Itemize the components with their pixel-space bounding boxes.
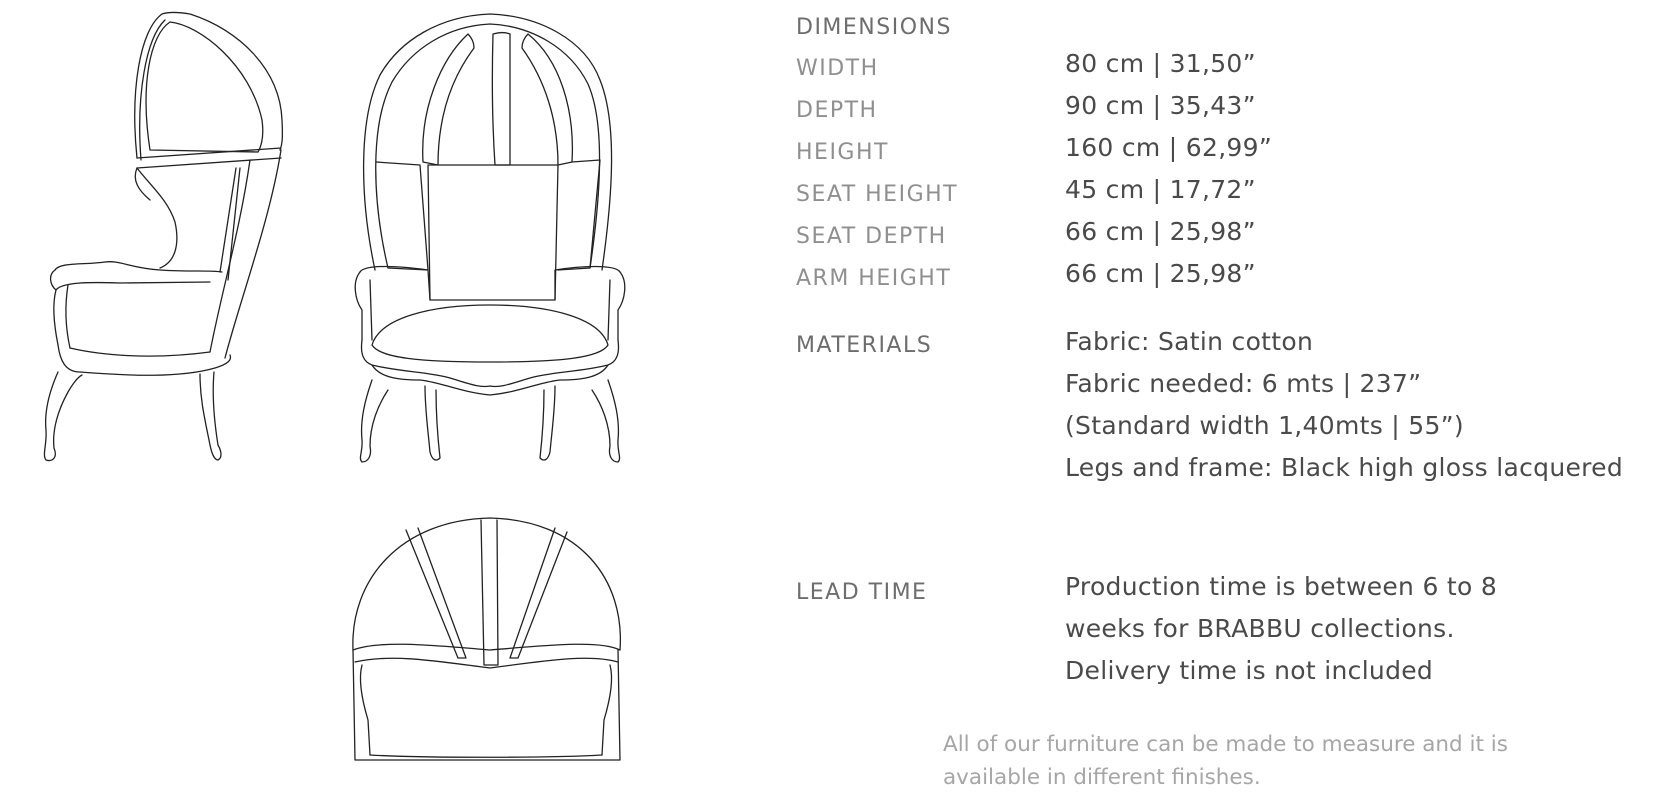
lead-time-line-3: Delivery time is not included (1065, 656, 1434, 685)
materials-label: MATERIALS (796, 333, 933, 358)
armchair-front-view-drawing (355, 14, 625, 462)
materials-line-fabric-needed: Fabric needed: 6 mts | 237” (1065, 369, 1422, 398)
materials-line-legs-frame: Legs and frame: Black high gloss lacquered (1065, 453, 1624, 482)
made-to-measure-note (943, 728, 1583, 794)
dimension-label-seat-depth: SEAT DEPTH (796, 224, 947, 249)
armchair-top-view-drawing (353, 518, 621, 760)
lead-time-label: LEAD TIME (796, 580, 928, 605)
lead-time-line-1: Production time is between 6 to 8 (1065, 572, 1498, 601)
dimensions-heading: DIMENSIONS (796, 15, 952, 40)
dimension-label-arm-height: ARM HEIGHT (796, 266, 952, 291)
footnote-line-2: available in different finishes. (943, 765, 1261, 790)
dimension-value-width: 80 cm | 31,50” (1065, 49, 1256, 78)
materials-line-standard-width: (Standard width 1,40mts | 55”) (1065, 411, 1464, 440)
dimension-label-depth: DEPTH (796, 98, 878, 123)
armchair-side-view-drawing (44, 13, 282, 461)
lead-time-line-2: weeks for BRABBU collections. (1065, 614, 1455, 643)
dimension-value-seat-height: 45 cm | 17,72” (1065, 175, 1256, 204)
dimension-value-arm-height: 66 cm | 25,98” (1065, 259, 1256, 288)
dimension-label-width: WIDTH (796, 56, 879, 81)
dimension-value-depth: 90 cm | 35,43” (1065, 91, 1256, 120)
dimension-label-seat-height: SEAT HEIGHT (796, 182, 959, 207)
technical-drawings (0, 0, 740, 810)
dimension-value-seat-depth: 66 cm | 25,98” (1065, 217, 1256, 246)
dimension-value-height: 160 cm | 62,99” (1065, 133, 1273, 162)
footnote-line-1: All of our furniture can be made to measure and it is (943, 732, 1508, 757)
dimension-label-height: HEIGHT (796, 140, 889, 165)
materials-line-fabric: Fabric: Satin cotton (1065, 327, 1314, 356)
